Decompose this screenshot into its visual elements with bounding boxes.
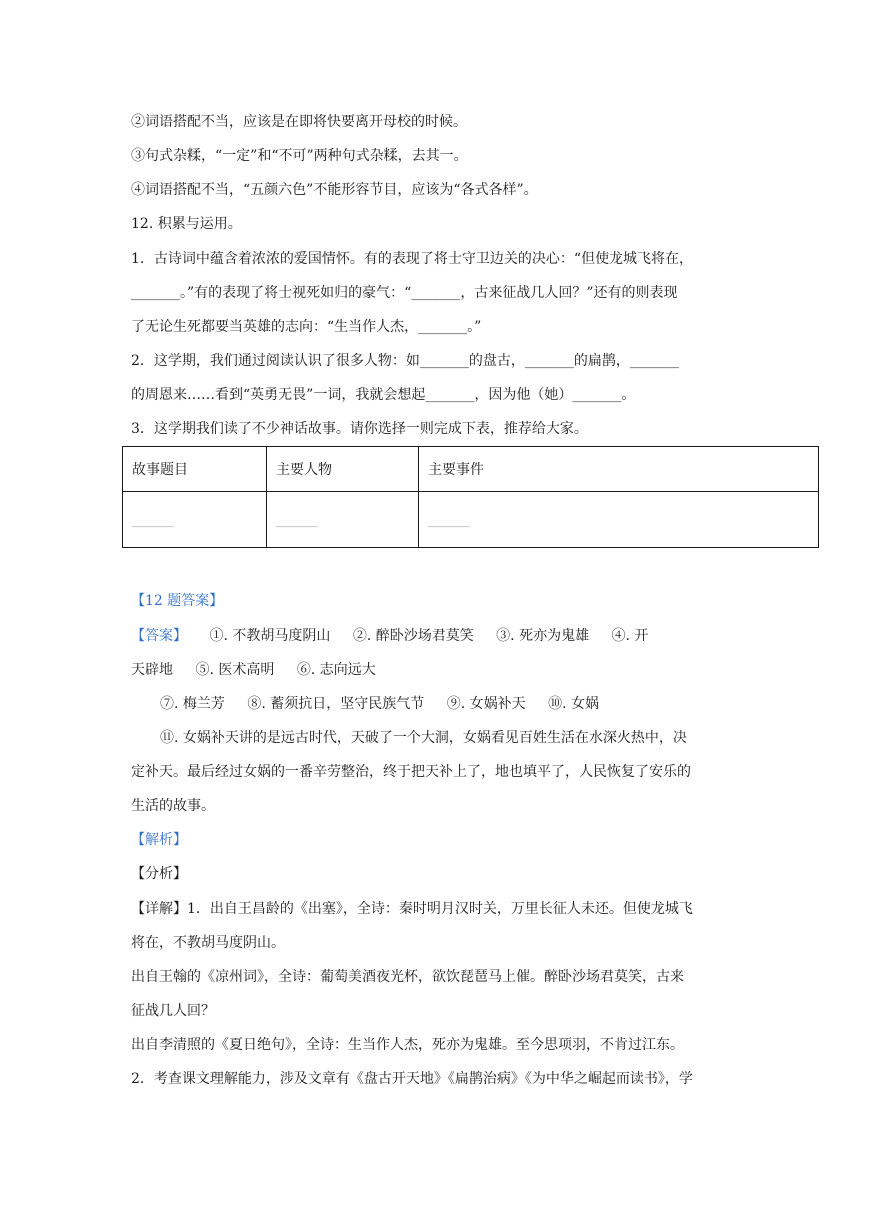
detail-line [131,899,693,919]
answer-item: ⑦. 梅兰芳 [160,696,225,712]
answer-line [131,660,376,680]
answer-line: ⑪. 女娲补天讲的是远古时代，天破了一个大洞，女娲看见百姓生活在水深火热中，决 [160,730,687,746]
answer-item: ①. 不教胡马度阴山 [209,628,331,644]
answer-item: ⑩. 女娲 [548,696,599,712]
detail-line: 征战几人回？ [131,1003,215,1019]
text-line: 3．这学期我们读了不少神话故事。请你选择一则完成下表，推荐给大家。 [131,421,588,437]
table-header-events: 主要事件 [419,447,819,492]
detail-line: 出自王翰的《凉州词》，全诗：葡萄美酒夜光杯，欲饮琵琶马上催。醉卧沙场君莫笑，古来 [131,969,684,985]
table-cell-blank: ______ [419,492,819,548]
text-line: ③句式杂糅，“一定”和“不可”两种句式杂糅，去其一。 [131,148,468,164]
table-cell-blank: ______ [267,492,419,548]
answer-item: ⑥. 志向远大 [296,662,376,678]
table-header-characters: 主要人物 [267,447,419,492]
answer-item: ④. 开 [611,628,649,644]
story-table [122,446,819,548]
answer-line: 定补天。最后经过女娲的一番辛劳整治，终于把天补上了，地也填平了，人民恢复了安乐的 [131,764,691,780]
detail-tag: 【详解】 [131,901,187,917]
answer-item: ②. 醉卧沙场君莫笑 [352,628,474,644]
detail-line: 将在，不教胡马度阴山。 [131,935,285,951]
answer-line [131,626,648,646]
answer-item: ⑨. 女娲补天 [446,696,526,712]
table-header-title: 故事题目 [123,447,267,492]
text-line: _______。”有的表现了将士视死如归的豪气：“_______，古来征战几人回？”还有的则表现 [131,285,678,301]
text-line: 1．古诗词中蕴含着浓浓的爱国情怀。有的表现了将士守卫边关的决心：“但使龙城飞将在， [131,251,694,267]
answer-item: ③. 死亦为鬼雄 [496,628,590,644]
answer-item: 天辟地 [131,662,173,678]
detail-text: 1．出自王昌龄的《出塞》，全诗：秦时明月汉时关，万里长征人未还。但使龙城飞 [187,901,693,917]
detail-line: 2．考查课文理解能力，涉及文章有《盘古开天地》《扁鹊治病》《为中华之崛起而读书》，学 [131,1071,693,1087]
text-line: 了无论生死都要当英雄的志向：“生当作人杰，_______。” [131,319,482,335]
answer-item: ⑤. 医术高明 [195,662,275,678]
table-cell-blank: ______ [123,492,267,548]
fenxi-tag: 【分析】 [131,866,187,882]
text-line: ②词语搭配不当，应该是在即将快要离开母校的时候。 [131,114,467,130]
analysis-tag: 【解析】 [131,832,187,848]
text-line: 2．这学期，我们通过阅读认识了很多人物：如_______的盘古，_______的扁鹊，_______ [131,353,679,369]
answer-line [160,694,599,714]
text-line: ④词语搭配不当，“五颜六色”不能形容节目，应该为“各式各样”。 [131,182,538,198]
detail-line: 出自李清照的《夏日绝句》，全诗：生当作人杰，死亦为鬼雄。至今思项羽，不肯过江东。 [131,1037,684,1053]
question-title: 12. 积累与运用。 [131,216,242,232]
answer-tag: 【答案】 [131,628,187,644]
answer-line: 生活的故事。 [131,798,215,814]
text-line: 的周恩来……看到“英勇无畏”一词，我就会想起_______，因为他（她）_______。 [131,387,636,403]
answer-section-title: 【12 题答案】 [131,593,224,609]
answer-item: ⑧. 蓄须抗日，坚守民族气节 [247,696,425,712]
